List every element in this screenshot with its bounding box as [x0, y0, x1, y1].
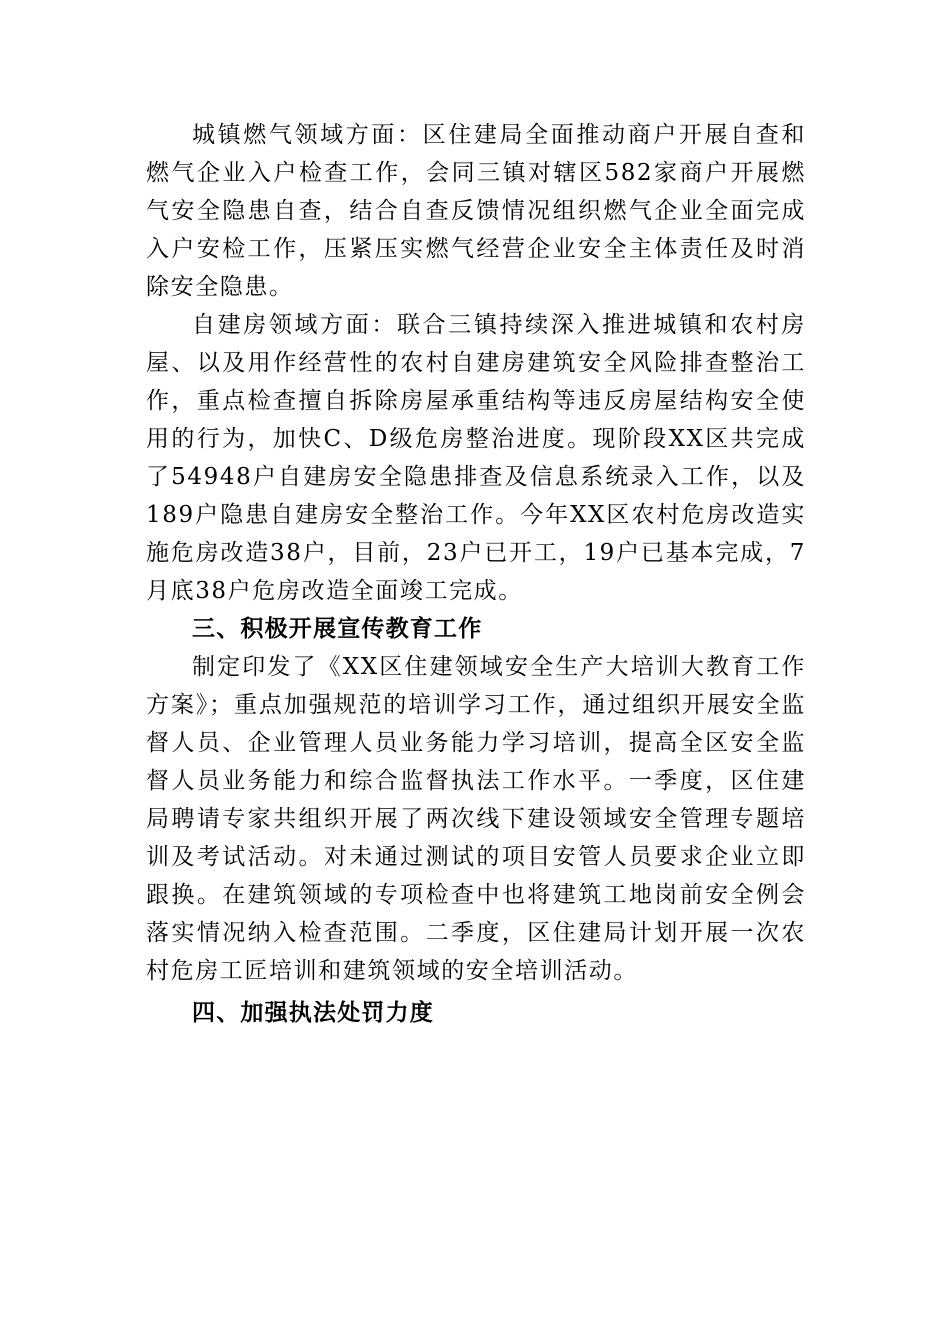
paragraph-gas-sector: 城镇燃气领域方面：区住建局全面推动商户开展自查和燃气企业入户检查工作，会同三镇对辖区582家商户开展燃气安全隐患自查，结合自查反馈情况组织燃气企业全面完成入户安检工作，压紧压实燃气经营企业安全主体责任及时消除安全隐患。 — [146, 122, 806, 300]
paragraph-self-built-housing: 自建房领域方面：联合三镇持续深入推进城镇和农村房屋、以及用作经营性的农村自建房建筑安全风险排查整治工作，重点检查擅自拆除房屋承重结构等违反房屋结构安全使用的行为，加快C、D级危房整治进度。现阶段XX区共完成了54948户自建房安全隐患排查及信息系统录入工作，以及189户隐患自建房安全整治工作。今年XX区农村危房改造实施危房改造38户，目前，23户已开工，19户已基本完成，7月底38户危房改造全面竣工完成。 — [146, 312, 806, 604]
document-page — [146, 116, 806, 1032]
section-heading-enforcement: 四、加强执法处罚力度 — [192, 1000, 434, 1026]
section-heading-education: 三、积极开展宣传教育工作 — [192, 616, 483, 642]
paragraph-training: 制定印发了《XX区住建领域安全生产大培训大教育工作方案》；重点加强规范的培训学习工作，通过组织开展安全监督人员、企业管理人员业务能力学习培训，提高全区安全监督人员业务能力和综合监督执法工作水平。一季度，区住建局聘请专家共组织开展了两次线下建设领域安全管理专题培训及考试活动。对未通过测试的项目安管人员要求企业立即跟换。在建筑领域的专项检查中也将建筑工地岗前安全例会落实情况纳入检查范围。二季度，区住建局计划开展一次农村危房工匠培训和建筑领域的安全培训活动。 — [146, 654, 806, 984]
